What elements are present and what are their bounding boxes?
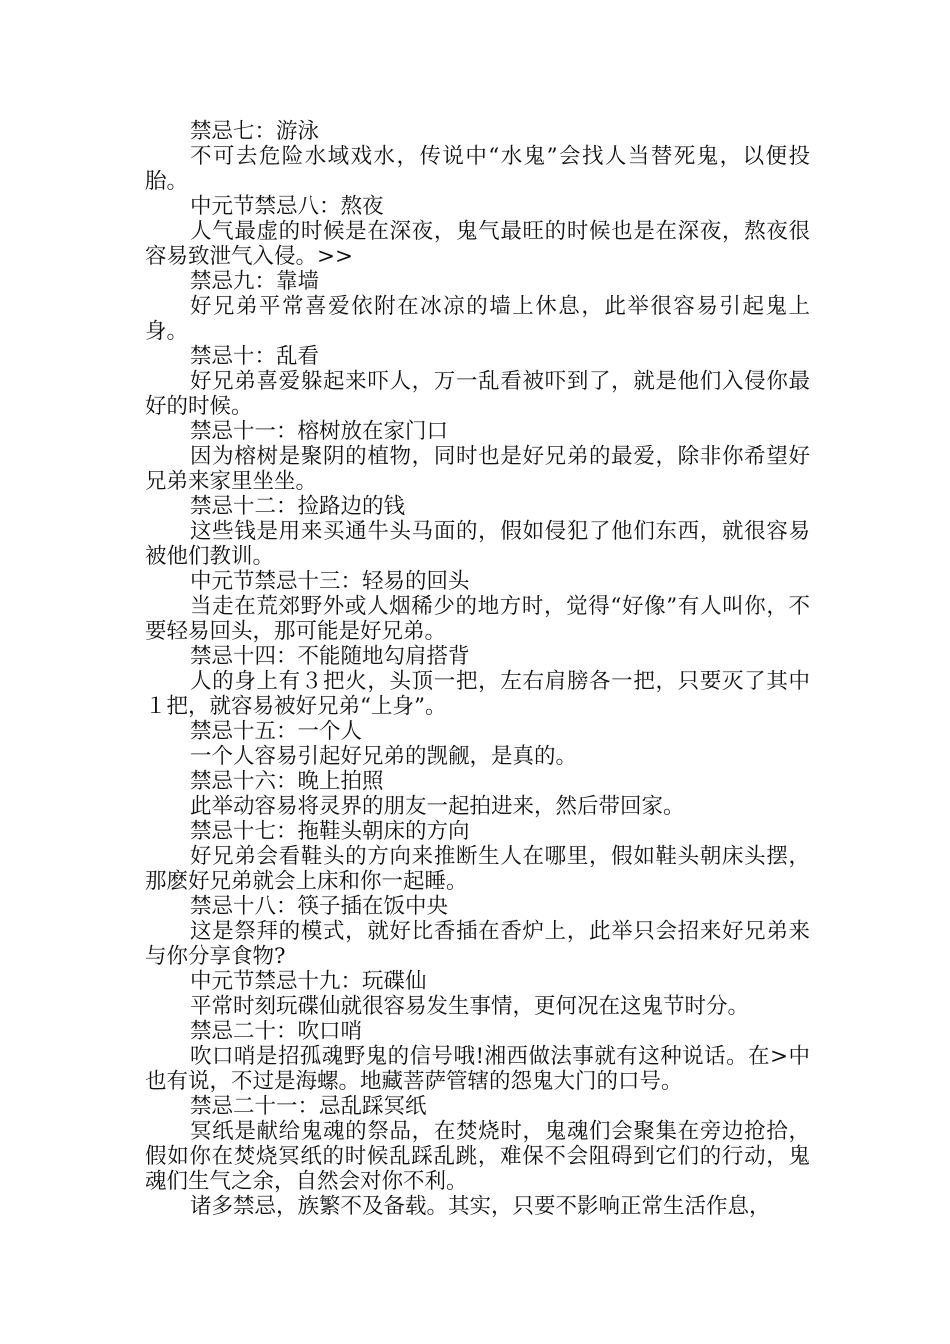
- document-page: [145, 119, 810, 1219]
- heading-taboo-16: 禁忌十六：晚上拍照: [190, 769, 384, 794]
- body-taboo-7: 不可去危险水域戏水，传说中“水鬼”会找人当替死鬼，以便投胎。: [145, 144, 810, 194]
- body-taboo-10: 好兄弟喜爱躲起来吓人，万一乱看被吓到了，就是他们入侵你最好的时候。: [145, 369, 810, 419]
- closing-paragraph: 诸多禁忌，族繁不及备载。其实，只要不影响正常生活作息，: [190, 1194, 771, 1219]
- heading-taboo-10: 禁忌十：乱看: [190, 344, 320, 369]
- heading-taboo-20: 禁忌二十：吹口哨: [190, 1019, 363, 1044]
- body-taboo-13: 当走在荒郊野外或人烟稀少的地方时，觉得“好像”有人叫你，不要轻易回头，那可能是好兄弟。: [145, 594, 810, 644]
- heading-taboo-9: 禁忌九：靠墙: [190, 269, 320, 294]
- heading-taboo-8: 中元节禁忌八：熬夜: [190, 194, 384, 219]
- body-taboo-20: 吹口哨是招孤魂野鬼的信号哦!湘西做法事就有这种说话。在>中也有说，不过是海螺。地藏菩萨管辖的怨鬼大门的口号。: [145, 1044, 810, 1094]
- body-taboo-15: 一个人容易引起好兄弟的觊觎，是真的。: [190, 744, 578, 769]
- body-taboo-16: 此举动容易将灵界的朋友一起拍进来，然后带回家。: [190, 794, 685, 819]
- body-taboo-21: 冥纸是献给鬼魂的祭品，在焚烧时，鬼魂们会聚集在旁边抢拾，假如你在焚烧冥纸的时候乱踩乱跳，难保不会阻碍到它们的行动，鬼魂们生气之余，自然会对你不利。: [145, 1119, 810, 1194]
- body-taboo-14: 人的身上有３把火，头顶一把，左右肩膀各一把，只要灭了其中１把，就容易被好兄弟“上身”。: [145, 669, 810, 719]
- heading-taboo-18: 禁忌十八：筷子插在饭中央: [190, 894, 449, 919]
- body-taboo-17: 好兄弟会看鞋头的方向来推断生人在哪里，假如鞋头朝床头摆，那麽好兄弟就会上床和你一起睡。: [145, 844, 810, 894]
- heading-taboo-15: 禁忌十五：一个人: [190, 719, 363, 744]
- heading-taboo-11: 禁忌十一：榕树放在家门口: [190, 419, 449, 444]
- body-taboo-9: 好兄弟平常喜爱依附在冰凉的墙上休息，此举很容易引起鬼上身。: [145, 294, 810, 344]
- heading-taboo-19: 中元节禁忌十九：玩碟仙: [190, 969, 427, 994]
- heading-taboo-7: 禁忌七：游泳: [190, 119, 320, 144]
- body-taboo-19: 平常时刻玩碟仙就很容易发生事情，更何况在这鬼节时分。: [190, 994, 750, 1019]
- body-taboo-12: 这些钱是用来买通牛头马面的，假如侵犯了他们东西，就很容易被他们教训。: [145, 519, 810, 569]
- heading-taboo-21: 禁忌二十一：忌乱踩冥纸: [190, 1094, 427, 1119]
- heading-taboo-14: 禁忌十四：不能随地勾肩搭背: [190, 644, 470, 669]
- heading-taboo-13: 中元节禁忌十三：轻易的回头: [190, 569, 470, 594]
- heading-taboo-12: 禁忌十二：捡路边的钱: [190, 494, 406, 519]
- body-taboo-11: 因为榕树是聚阴的植物，同时也是好兄弟的最爱，除非你希望好兄弟来家里坐坐。: [145, 444, 810, 494]
- body-taboo-8: 人气最虚的时候是在深夜，鬼气最旺的时候也是在深夜，熬夜很容易致泄气入侵。>>: [145, 219, 810, 269]
- heading-taboo-17: 禁忌十七：拖鞋头朝床的方向: [190, 819, 470, 844]
- body-taboo-18: 这是祭拜的模式，就好比香插在香炉上，此举只会招来好兄弟来与你分享食物?: [145, 919, 810, 969]
